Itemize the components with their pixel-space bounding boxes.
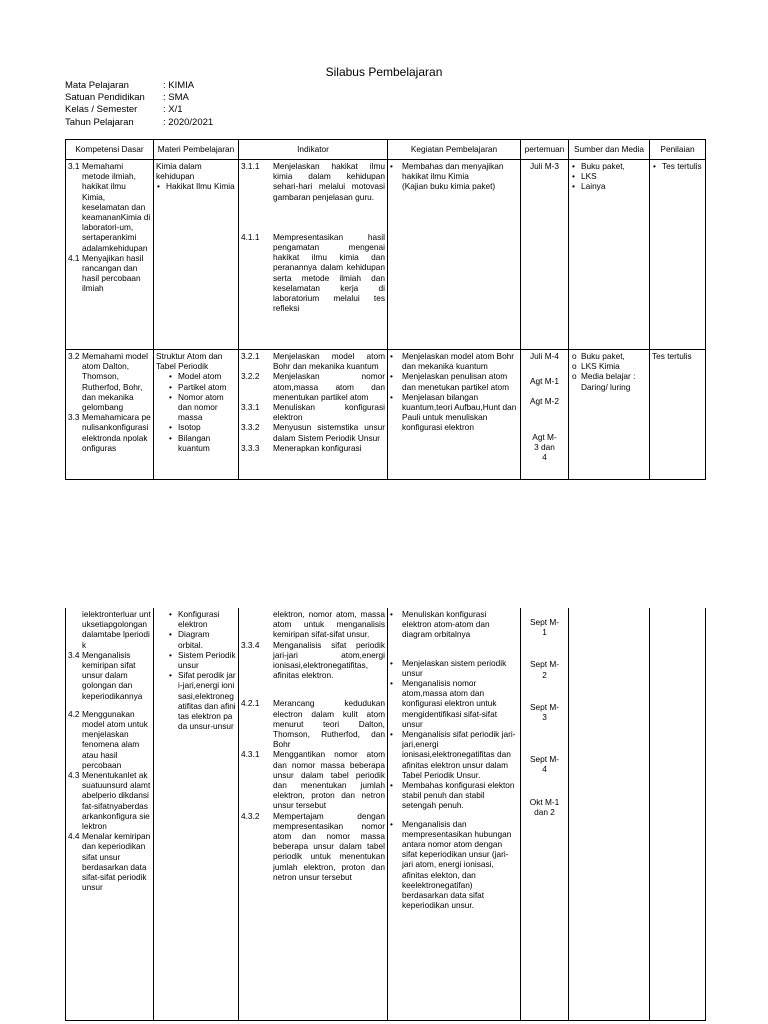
pertemuan-value: Agt M-3 dan 4 xyxy=(532,431,557,463)
sumber-item: • Buku paket, xyxy=(581,161,647,171)
indikator-text: Menyusun sistemstika unsur dalam Sistem Periodik Unsur xyxy=(273,422,385,443)
kd-item xyxy=(68,161,151,253)
table-row xyxy=(66,160,706,350)
meta-value: : X/1 xyxy=(163,104,183,116)
kegiatan-text: (Kajian buku kimia paket) xyxy=(402,181,496,192)
pertemuan-value: Juli M-4 xyxy=(529,351,560,361)
meta-key: Tahun Pelajaran xyxy=(65,116,134,128)
meta-key: Satuan Pendidikan xyxy=(65,92,145,104)
cell-sumber xyxy=(569,350,650,480)
header-penilaian: Penilaian xyxy=(650,140,706,160)
kd-number: 4.3 xyxy=(68,770,80,781)
cell-indikator xyxy=(239,160,388,350)
kegiatan-text: Menganalisis nomor atom,massa atom dan konfigurasi elektron untuk mengidentifikasi sifat-sifat unsur xyxy=(402,678,497,729)
indikator-number: 3.3.2 xyxy=(241,422,260,433)
indikator-number: 3.2.1 xyxy=(241,351,260,361)
meta-value: : KIMIA xyxy=(163,80,194,92)
penilaian-value: Tes tertulis xyxy=(652,351,692,361)
bullet: • xyxy=(390,351,393,361)
pertemuan-value: Sept M-2 xyxy=(529,659,560,680)
materi-list xyxy=(156,181,236,191)
kd-number: 3.3 xyxy=(68,412,80,423)
kd-item xyxy=(68,831,151,892)
materi-list xyxy=(156,371,236,453)
indikator-item xyxy=(241,811,385,882)
materi-item: • Hakikat Ilmu Kimia xyxy=(166,181,236,191)
materi-item: • Diagram orbital. xyxy=(178,629,236,649)
indikator-text: Mempertajam dengan mempresentasikan nomor atom dan nomor massa beberapa unsur dalam tabel periodik untuk menentukan jumlah elektron, proton dan netron unsur tersebut xyxy=(273,810,385,882)
indikator-item xyxy=(241,422,385,442)
cell-pertemuan xyxy=(521,608,569,1020)
kegiatan-text: Menuliskan konfigurasi elektron atom-atom dan diagram orbitalnya xyxy=(402,609,490,640)
kd-text: Menyajikan hasil rancangan dan hasil percobaan ilmiah xyxy=(82,252,144,294)
kegiatan-text: Menganalisis dan mempresentasikan hubungan antara nomor atom dengan sifat keperiodikan unsur (jari-jari atom, energi ionisasi, afinitas elekton, dan keelektronegatifan) berdasarkan data sifat keperiodikan unsur. xyxy=(402,818,512,911)
kd-item xyxy=(68,650,151,701)
kegiatan-text: Menjelaskan sistem periodik unsur xyxy=(402,657,507,678)
indikator-number: 3.3.4 xyxy=(241,639,260,650)
cell-kegiatan xyxy=(388,160,521,350)
page-title: Silabus Pembelajaran xyxy=(325,65,443,79)
indikator-item xyxy=(241,351,385,371)
cell-sumber xyxy=(569,608,650,1020)
kd-item xyxy=(68,709,151,770)
indikator-text: Menggantikan nomor atom dan nomor massa beberapa unsur dalam tabel periodik dan menentukan jumlah elektron, proton dan netron unsur tersebut xyxy=(273,749,385,811)
syllabus-table-continued xyxy=(65,608,706,1021)
kd-number: 4.4 xyxy=(68,831,80,842)
penilaian-list xyxy=(652,161,703,171)
bullet: • xyxy=(390,609,393,619)
indikator-text: Menjelaskan model atom Bohr dan mekanika kuantum xyxy=(273,351,385,372)
indikator-number: 4.3.2 xyxy=(241,810,260,821)
bullet: • xyxy=(390,657,393,668)
table-row xyxy=(66,350,706,480)
pertemuan-value: Sept M-4 xyxy=(529,754,560,775)
meta-row xyxy=(65,80,213,92)
kegiatan-item xyxy=(390,351,518,371)
kd-continuation: ielektronterluar untuksetiapgolongandalamtabe lperiodik xyxy=(82,609,151,650)
kd-number: 4.1 xyxy=(68,252,80,263)
indikator-number: 3.1.1 xyxy=(241,161,260,171)
cell-kegiatan xyxy=(388,608,521,1020)
cell-pertemuan xyxy=(521,160,569,350)
meta-value: : 2020/2021 xyxy=(163,117,213,129)
cell-pertemuan xyxy=(521,350,569,480)
meta-row xyxy=(65,117,213,129)
cell-materi xyxy=(154,608,239,1020)
cell-sumber xyxy=(569,160,650,350)
document-meta xyxy=(65,80,213,129)
indikator-item xyxy=(241,232,385,314)
sumber-list xyxy=(571,161,647,192)
indikator-text: Menjelaskan nomor atom,massa atom dan menentukan partikel atom xyxy=(273,371,385,402)
cell-indikator xyxy=(239,608,388,1020)
indikator-number: 4.2.1 xyxy=(241,698,260,709)
kegiatan-item xyxy=(390,658,518,678)
syllabus-table xyxy=(65,139,706,480)
kegiatan-text: Menjelaskan model atom Bohr dan mekanika kuantum xyxy=(402,351,515,372)
penilaian-item: • Tes tertulis xyxy=(662,161,703,171)
pertemuan-value: Okt M-1 dan 2 xyxy=(529,796,560,817)
indikator-item xyxy=(241,402,385,422)
meta-key: Kelas / Semester xyxy=(65,104,138,116)
indikator-item xyxy=(241,749,385,810)
meta-key: Mata Pelajaran xyxy=(65,80,129,91)
cell-kompetensi-dasar xyxy=(66,350,154,480)
kegiatan-item xyxy=(390,729,518,780)
kegiatan-item xyxy=(390,819,518,911)
header-pertemuan: pertemuan xyxy=(521,140,569,160)
materi-list xyxy=(156,609,236,731)
header-kegiatan: Kegiatan Pembelajaran xyxy=(388,140,521,160)
materi-item: • Sifat perodik jari-jari,energi ionisasi,elektronegatifitas dan afinitas elektron pada unsur-unsur xyxy=(178,670,236,731)
kegiatan-item xyxy=(390,181,518,191)
sumber-item: • LKS xyxy=(581,171,647,181)
bullet: • xyxy=(390,391,393,402)
indikator-item xyxy=(241,609,385,640)
sumber-item: o Buku paket, xyxy=(581,351,647,361)
header-kompetensi-dasar: Kompetensi Dasar xyxy=(66,140,154,160)
materi-title: Kimia dalam kehidupan xyxy=(156,161,202,182)
materi-title: Struktur Atom dan Tabel Periodik xyxy=(156,351,223,372)
meta-row xyxy=(65,92,213,104)
cell-indikator xyxy=(239,350,388,480)
indikator-item xyxy=(241,443,385,453)
cell-materi xyxy=(154,350,239,480)
indikator-text: Menerapkan konfigurasi xyxy=(273,442,362,453)
indikator-text: Mempresentasikan hasil pengamatan mengenai hakikat ilmu kimia dan peranannya dalam kehidupan serta metode ilmiah dan keselamatan kerja di laboratorium melalui tes refleksi xyxy=(273,231,385,314)
kd-item xyxy=(68,412,151,453)
indikator-text: Menuliskan konfigurasi elektron xyxy=(273,402,385,423)
materi-item: • Sistem Periodik unsur xyxy=(178,650,236,670)
pertemuan-value: Agt M-1 xyxy=(529,376,560,387)
materi-item: • Konfigurasi elektron xyxy=(178,609,236,629)
bullet: • xyxy=(390,818,393,829)
header-materi: Materi Pembelajaran xyxy=(154,140,239,160)
cell-penilaian xyxy=(650,608,706,1020)
pertemuan-value: Sept M-1 xyxy=(529,617,560,638)
kegiatan-item xyxy=(390,392,518,433)
kegiatan-text: Membahas dan menyajikan hakikat ilmu Kimia xyxy=(402,161,504,182)
header-indikator: Indikator xyxy=(239,140,388,160)
kegiatan-item xyxy=(390,609,518,640)
table-header-row xyxy=(66,140,706,160)
kd-item xyxy=(68,253,151,294)
sumber-item: • Lainya xyxy=(581,181,647,191)
cell-penilaian xyxy=(650,160,706,350)
kd-text: Memahamicara penulisankonfigurasielektronda npolakonfiguras xyxy=(82,412,151,453)
bullet xyxy=(390,181,402,191)
sumber-item: o LKS Kimia xyxy=(581,361,647,371)
table-row xyxy=(66,608,706,1020)
cell-kompetensi-dasar xyxy=(66,160,154,350)
header-sumber: Sumber dan Media xyxy=(569,140,650,160)
indikator-text: Menjelaskan hakikat ilmu kimia dalam kehidupan sehari-hari melalui motovasi gambaran penjelasan guru. xyxy=(273,161,385,202)
indikator-text: Merancang kedudukan electron dalam kulit atom menurut teori Dalton, Thomson, Rutherfod, dan Bohr xyxy=(273,698,385,750)
indikator-item xyxy=(241,640,385,681)
bullet: • xyxy=(390,729,393,740)
materi-item: • Model atom xyxy=(178,371,236,381)
bullet: • xyxy=(390,371,393,382)
materi-item: • Nomor atom dan nomor massa xyxy=(178,392,236,423)
kegiatan-item xyxy=(390,780,518,811)
kd-number: 4.2 xyxy=(68,708,80,719)
kd-item xyxy=(68,770,151,831)
indikator-number: 3.3.3 xyxy=(241,442,260,453)
bullet: • xyxy=(390,678,393,689)
bullet: • xyxy=(390,161,393,171)
meta-row xyxy=(65,104,213,116)
materi-item: • Partikel atom xyxy=(178,382,236,392)
kd-number: 3.2 xyxy=(68,351,80,361)
pertemuan-value: Sept M-3 xyxy=(529,701,560,723)
kegiatan-text: Membahas konfigurasi elekton stabil penuh dan stabil setengah penuh. xyxy=(402,780,515,811)
cell-materi xyxy=(154,160,239,350)
cell-kegiatan xyxy=(388,350,521,480)
kegiatan-item xyxy=(390,678,518,729)
kd-text: Memahami model atom Dalton, Thomson, Rutherfod, Bohr, dan mekanika gelombang xyxy=(82,351,148,413)
bullet: • xyxy=(390,780,393,791)
sumber-item: o Media belajar : Daring/ luring xyxy=(581,371,647,391)
kegiatan-item xyxy=(390,161,518,181)
indikator-continuation: elektron, nomor atom, massa atom untuk menganalisis kemiripan sifat-sifat unsur. xyxy=(273,609,385,640)
meta-value: : SMA xyxy=(163,92,189,104)
indikator-text: Menganalisis sifat periodik jari-jari atom,energi ionisasi,elektronegatifitas, afinitas elektron. xyxy=(273,639,385,681)
kd-item xyxy=(68,351,151,412)
kd-text: Menganalisis kemiripan sifat unsur dalam golongan dan keperiodikannya xyxy=(82,649,143,701)
indikator-item xyxy=(241,698,385,749)
kegiatan-text: Menjelasan bilangan kuantum,teori Aufbau,Hunt dan Pauli untuk menuliskan konfigurasi elektron xyxy=(402,391,517,433)
materi-item: • Bilangan kuantum xyxy=(178,433,236,453)
kd-number: 3.4 xyxy=(68,649,80,660)
pertemuan-value: Juli M-3 xyxy=(529,161,560,171)
kegiatan-item xyxy=(390,371,518,391)
indikator-number: 3.2.2 xyxy=(241,371,260,382)
kd-number: 3.1 xyxy=(68,161,80,171)
materi-item: • Isotop xyxy=(178,422,236,432)
kd-text: Menalar kemiripan dan keperiodikan sifat unsur berdasarkan data sifat-sifat periodik unsur xyxy=(82,831,151,893)
indikator-item xyxy=(241,161,385,202)
kd-text: Memahami metode ilmiah, hakikat ilmu Kimia, keselamatan dan keamananKimia di laboratori-um, sertaperankimi adalamkehidupan xyxy=(82,161,151,253)
kegiatan-text: Menjelaskan penulisan atom dan menetukan partikel atom xyxy=(402,371,510,392)
kegiatan-text: Menganalisis sifat periodik jari-jari,energi ionisasi,elektronegatifitas dan afinitas elektron unsur dalam Tabel Periodik Unsur. xyxy=(402,729,516,780)
indikator-number: 4.1.1 xyxy=(241,231,260,242)
indikator-number: 3.3.1 xyxy=(241,402,260,413)
pertemuan-value: Agt M-2 xyxy=(529,396,560,407)
cell-penilaian xyxy=(650,350,706,480)
indikator-item xyxy=(241,371,385,402)
indikator-number: 4.3.1 xyxy=(241,749,260,760)
kd-text: Menentukanlet aksuatuunsurd alamtabelperio dikdansifat-sifatnyaberdasarkankonfigura sielektron xyxy=(82,770,151,832)
kd-text: Menggunakan model atom untuk menjelaskan fenomena alam atau hasil percobaan xyxy=(82,708,148,770)
cell-kompetensi-dasar xyxy=(66,608,154,1020)
sumber-list xyxy=(571,351,647,392)
